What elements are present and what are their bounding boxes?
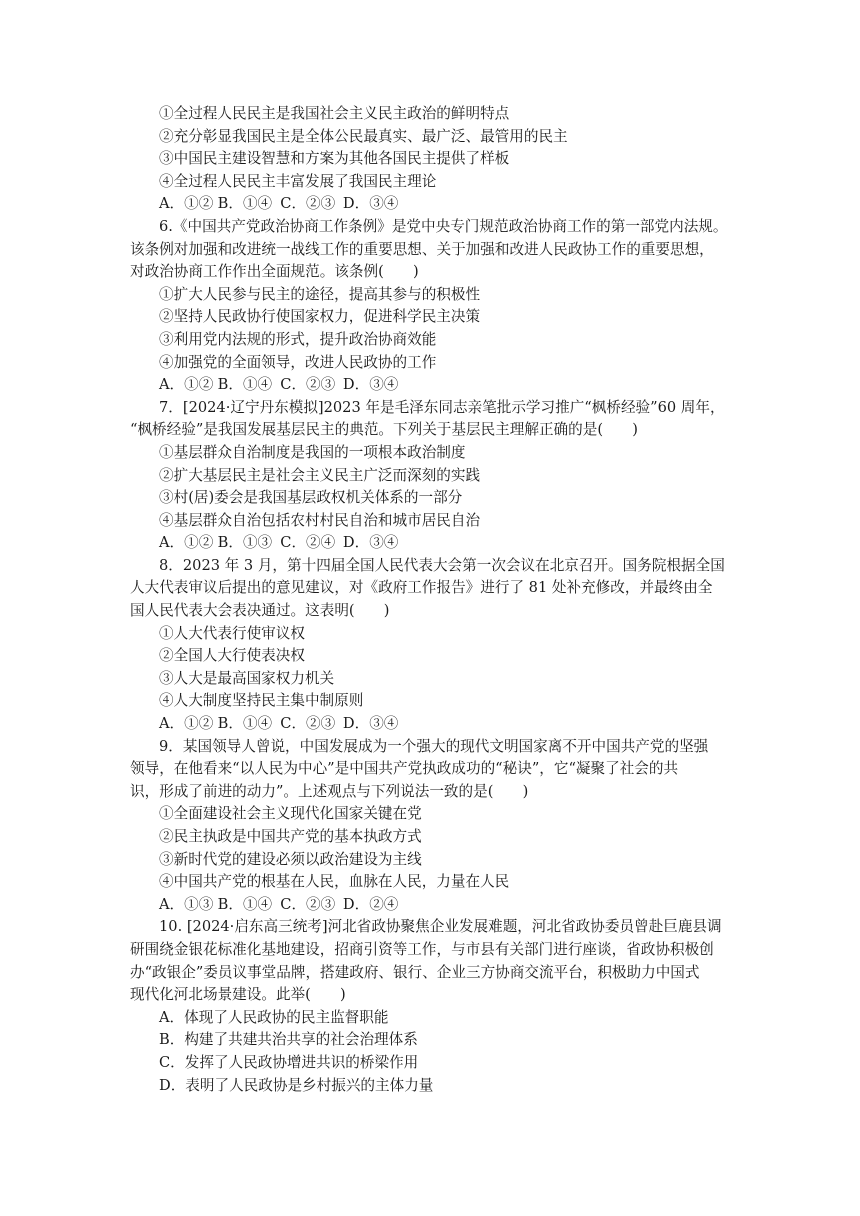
q8-option-a: A．①② <box>159 715 214 733</box>
q5-options <box>130 193 730 216</box>
q6-item-2: ②坚持人民政协行使国家权力，促进科学民主决策 <box>159 308 481 326</box>
q7-option-d: D．③④ <box>342 534 399 552</box>
q7-option-c: C．②④ <box>280 534 336 552</box>
q6-stem-line-1: 6.《中国共产党政治协商工作条例》是党中央专门规范政治协商工作的第一部党内法规。 <box>159 217 728 235</box>
q6-item-1: ①扩大人民参与民主的途径，提高其参与的积极性 <box>159 285 481 303</box>
q10-stem-line-3: 办“政银企”委员议事堂品牌，搭建政府、银行、企业三方协商交流平台，积极助力中国式 <box>130 963 700 981</box>
q5-block <box>130 103 730 216</box>
q5-item-4: ④全过程人民民主丰富发展了我国民主理论 <box>159 172 437 190</box>
q9-option-c: C．②③ <box>280 895 336 913</box>
q6-option-d: D．③④ <box>342 376 399 394</box>
q8-item-2: ②全国人大行使表决权 <box>159 647 305 665</box>
q9-item-1: ①全面建设社会主义现代化国家关键在党 <box>159 805 422 823</box>
q8-stem-line-3: 国人民代表大会表决通过。这表明( ) <box>130 602 390 620</box>
q8-item-3: ③人大是最高国家权力机关 <box>159 669 335 687</box>
q10-option-d: D．表明了人民政协是乡村振兴的主体力量 <box>159 1076 434 1094</box>
q6-stem-line-2: 该条例对加强和改进统一战线工作的重要思想、关于加强和改进人民政协工作的重要思想， <box>130 240 714 258</box>
q8-stem-line-2: 人大代表审议后提出的意见建议，对《政府工作报告》进行了 81 处补充修改，并最终由全 <box>130 579 713 597</box>
q8-block <box>130 555 730 736</box>
q6-option-c: C．②③ <box>280 376 336 394</box>
q7-item-3: ③村(居)委会是我国基层政权机关体系的一部分 <box>159 489 463 507</box>
q10-option-c: C．发挥了人民政协增进共识的桥梁作用 <box>159 1053 419 1071</box>
q7-stem-line-2: “枫桥经验”是我国发展基层民主的典范。下列关于基层民主理解正确的是( ) <box>130 421 638 439</box>
q7-block <box>130 397 730 555</box>
q8-option-b: B．①④ <box>217 715 273 733</box>
q10-stem-line-2: 研围绕金银花标准化基地建设，招商引资等工作，与市县有关部门进行座谈，省政协积极创 <box>130 940 714 958</box>
q6-option-b: B．①④ <box>217 376 273 394</box>
q9-option-d: D．②④ <box>342 895 399 913</box>
q7-item-1: ①基层群众自治制度是我国的一项根本政治制度 <box>159 443 466 461</box>
q9-stem-line-2: 领导，在他看来“以人民为中心”是中国共产党执政成功的“秘诀”，它“凝聚了社会的共 <box>130 760 679 778</box>
q9-stem-line-3: 识，形成了前进的动力”。上述观点与下列说法一致的是( ) <box>130 782 529 800</box>
q6-stem-line-3: 对政治协商工作作出全面规范。该条例( ) <box>130 263 419 281</box>
q10-stem-line-1: 10. [2024·启东高三统考]河北省政协聚焦企业发展难题，河北省政协委员曾赴巨鹿县调 <box>159 918 722 936</box>
q5-option-a: A．①② <box>159 195 214 213</box>
q8-item-1: ①人大代表行使审议权 <box>159 624 305 642</box>
q10-option-b: B．构建了共建共治共享的社会治理体系 <box>159 1031 418 1049</box>
q9-item-4: ④中国共产党的根基在人民，血脉在人民，力量在人民 <box>159 873 510 891</box>
q5-item-2: ②充分彰显我国民主是全体公民最真实、最广泛、最管用的民主 <box>159 127 568 145</box>
q9-option-b: B．①④ <box>217 895 273 913</box>
q10-option-a: A．体现了人民政协的民主监督职能 <box>159 1008 389 1026</box>
q9-options <box>130 894 730 917</box>
q8-options <box>130 713 730 736</box>
q9-stem-line-1: 9．某国领导人曾说，中国发展成为一个强大的现代文明国家离不开中国共产党的坚强 <box>159 737 709 755</box>
q7-options <box>130 532 730 555</box>
q5-option-c: C．②③ <box>280 195 336 213</box>
q7-option-b: B．①③ <box>217 534 273 552</box>
q5-item-1: ①全过程人民民主是我国社会主义民主政治的鲜明特点 <box>159 105 510 122</box>
q6-item-3: ③利用党内法规的形式，提升政治协商效能 <box>159 330 437 348</box>
q7-stem-line-1: 7．[2024·辽宁丹东模拟]2023 年是毛泽东同志亲笔批示学习推广“枫桥经验”60 周年， <box>159 398 725 416</box>
q10-stem-line-4: 现代化河北场景建设。此举( ) <box>130 986 346 1004</box>
q5-option-d: D．③④ <box>342 195 399 213</box>
q8-option-c: C．②③ <box>280 715 336 733</box>
q5-item-3: ③中国民主建设智慧和方案为其他各国民主提供了样板 <box>159 150 510 168</box>
q6-options <box>130 374 730 397</box>
q6-block <box>130 216 730 397</box>
q6-option-a: A．①② <box>159 376 214 394</box>
q5-option-b: B．①④ <box>217 195 273 213</box>
q8-option-d: D．③④ <box>342 715 399 733</box>
q10-block <box>130 916 730 1097</box>
q9-item-3: ③新时代党的建设必须以政治建设为主线 <box>159 850 422 868</box>
q7-item-4: ④基层群众自治包括农村村民自治和城市居民自治 <box>159 511 481 529</box>
question-list <box>130 103 730 1097</box>
q9-option-a: A．①③ <box>159 895 214 913</box>
q6-item-4: ④加强党的全面领导，改进人民政协的工作 <box>159 353 437 371</box>
q9-item-2: ②民主执政是中国共产党的基本执政方式 <box>159 828 422 845</box>
q8-stem-line-1: 8．2023 年 3 月，第十四届全国人民代表大会第一次会议在北京召开。国务院根据全国 <box>159 556 725 574</box>
q9-block <box>130 736 730 917</box>
q7-item-2: ②扩大基层民主是社会主义民主广泛而深刻的实践 <box>159 466 481 484</box>
q8-item-4: ④人大制度坚持民主集中制原则 <box>159 692 364 710</box>
q7-option-a: A．①② <box>159 534 214 552</box>
